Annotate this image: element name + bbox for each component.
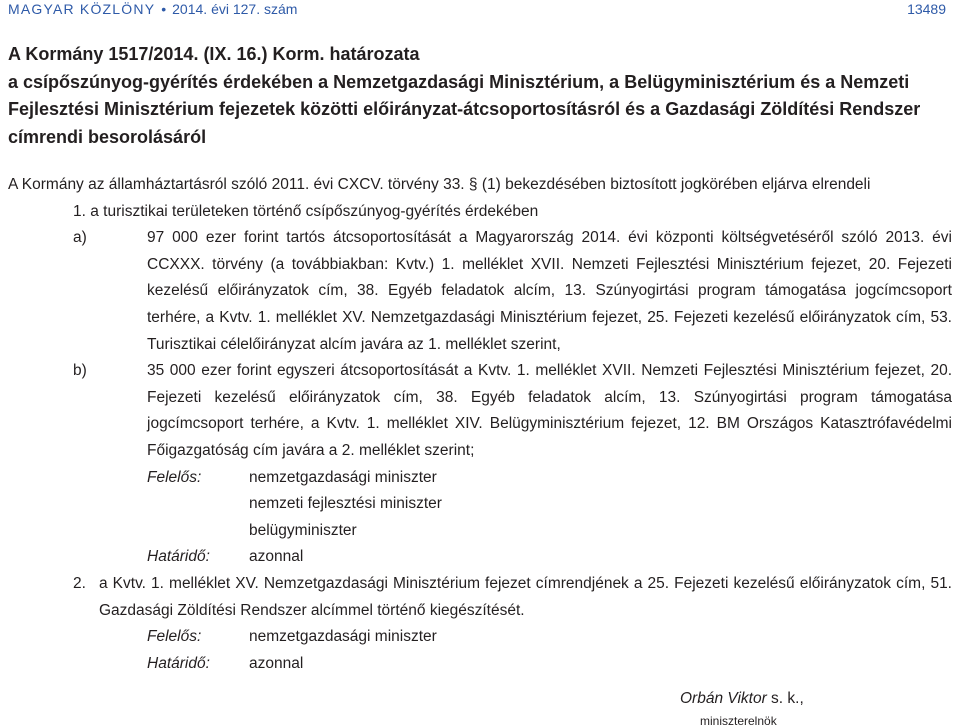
issue-number: 2014. évi 127. szám <box>172 1 298 17</box>
signature <box>680 690 804 708</box>
title-line: a csípőszúnyog-gyérítés érdekében a Nemzetgazdasági Minisztérium, a Belügyminisztérium és a Nemzeti <box>8 71 910 92</box>
page-header <box>0 0 960 20</box>
responsible-row <box>8 518 952 545</box>
item-2-label: 2. <box>73 574 86 592</box>
sub-item-b-label: b) <box>73 362 87 380</box>
sub-item-a-text: 97 000 ezer forint tartós átcsoportosítását a Magyarország 2014. évi központi költségvetéséről szóló 2013. évi CCXXX. törvény (a továbbiakban: Kvtv.) 1. melléklet XVII. Nemzeti Fejlesztési Minisztérium fejezet, 20. Fejezeti kezelésű előirányzatok cím, 38. Egyéb feladatok alcím, 13. Szúnyogirtási program támogatása jogcímcsoport terhére, a Kvtv. 1. melléklet XV. Nemzetgazdasági Minisztérium fejezet, 25. Fejezeti kezelésű előirányzatok cím, 53. Turisztikai célelőirányzat alcím javára az 1. melléklet szerint, <box>147 229 952 353</box>
signatory-name: Orbán Viktor <box>680 690 767 707</box>
sub-item-a <box>8 225 952 358</box>
page-number: 13489 <box>907 1 946 17</box>
responsible-value: nemzeti fejlesztési miniszter <box>249 495 442 513</box>
title-line: A Kormány 1517/2014. (IX. 16.) Korm. határozata <box>8 44 420 64</box>
responsible-label: Felelős: <box>147 468 202 486</box>
decree-body <box>8 172 952 677</box>
title-line: Fejlesztési Minisztérium fejezetek közötti előirányzat-átcsoportosításról és a Gazdasági Zöldítési Rendszer <box>8 99 921 119</box>
signatory-suffix: s. k., <box>766 690 804 707</box>
journal-name: MAGYAR KÖZLÖNY <box>8 1 156 17</box>
sub-item-b <box>8 358 952 464</box>
deadline-row <box>8 651 952 678</box>
deadline-row <box>8 544 952 571</box>
responsible-value: nemzetgazdasági miniszter <box>249 468 437 486</box>
deadline-label: Határidő: <box>147 548 210 566</box>
intro-paragraph: A Kormány az államháztartásról szóló 2011. évi CXCV. törvény 33. § (1) bekezdésében biztosított jogkörében eljárva elrendeli <box>8 176 871 193</box>
title-line: címrendi besorolásáról <box>8 126 207 147</box>
signatory-role: miniszterelnök <box>700 714 777 728</box>
deadline-label: Határidő: <box>147 654 210 672</box>
responsible-value: belügyminiszter <box>249 521 357 539</box>
sub-item-b-text: 35 000 ezer forint egyszeri átcsoportosítását a Kvtv. 1. melléklet XVII. Nemzeti Fejlesztési Minisztérium fejezet, 20. Fejezeti kezelésű előirányzatok cím, 38. Egyéb feladatok alcím, 13. Szúnyogirtási program támogatása jogcímcsoport terhére, a Kvtv. 1. melléklet XIV. Belügyminisztérium fejezet, 12. BM Országos Katasztrófavédelmi Főigazgatóság cím javára a 2. melléklet szerint; <box>147 362 952 459</box>
responsible-row <box>8 491 952 518</box>
item-1-heading: 1. a turisztikai területeken történő csípőszúnyog-gyérítés érdekében <box>73 202 539 220</box>
responsible-value: nemzetgazdasági miniszter <box>249 628 437 646</box>
decree-title <box>8 41 958 151</box>
responsible-row <box>8 465 952 492</box>
deadline-value: azonnal <box>249 548 304 566</box>
journal-title <box>8 1 297 17</box>
item-2 <box>8 571 952 624</box>
sub-item-a-label: a) <box>73 229 87 247</box>
responsible-label: Felelős: <box>147 628 202 646</box>
responsible-row <box>8 624 952 651</box>
deadline-value: azonnal <box>249 654 304 672</box>
item-2-text: a Kvtv. 1. melléklet XV. Nemzetgazdasági Minisztérium fejezet címrendjének a 25. Fejezeti kezelésű előirányzatok cím, 51. Gazdasági Zöldítési Rendszer alcímmel történő kiegészítését. <box>99 574 952 619</box>
header-bullet: • <box>161 1 167 17</box>
